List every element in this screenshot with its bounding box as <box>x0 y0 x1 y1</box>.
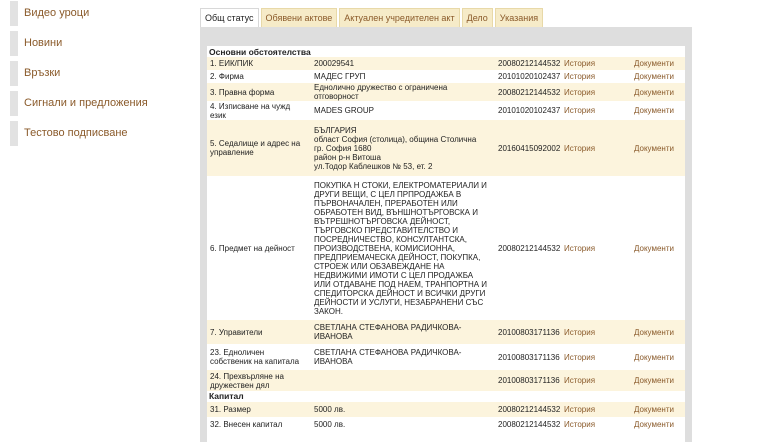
table-cell <box>207 417 311 432</box>
row-label: 32. Внесен капитал <box>210 420 283 429</box>
table-cell <box>631 402 685 417</box>
table-cell <box>631 120 685 176</box>
table-cell <box>311 57 495 70</box>
row-value: СВЕТЛАНА СТЕФАНОВА РАДИЧКОВА-ИВАНОВА <box>314 323 462 341</box>
table-row <box>207 176 685 320</box>
sidebar-item-news[interactable] <box>10 31 185 56</box>
table-cell <box>561 320 631 344</box>
table-cell <box>311 101 495 120</box>
row-label: 3. Правна форма <box>210 87 275 97</box>
history-link[interactable]: История <box>564 376 596 385</box>
documents-link[interactable]: Документи <box>634 376 674 385</box>
table-cell <box>311 320 495 344</box>
row-value: Еднолично дружество с ограничена отговорност <box>314 83 448 101</box>
tab-current-founding-act[interactable]: Актуален учредителен акт <box>339 8 459 27</box>
section-title-capital: Капитал <box>209 391 244 401</box>
row-entry-number: 20080212144532 <box>498 420 561 429</box>
table-cell <box>207 83 311 101</box>
table-cell <box>631 370 685 391</box>
table-cell <box>311 176 495 320</box>
table-cell <box>495 57 561 70</box>
row-value: МАДЕС ГРУП <box>314 72 366 81</box>
table-row <box>207 101 685 120</box>
row-label: 2. Фирма <box>210 72 244 81</box>
tab-case[interactable]: Дело <box>462 8 493 27</box>
sidebar <box>10 0 185 151</box>
row-label: 23. Едноличен собственик на капитала <box>210 348 300 366</box>
history-link[interactable]: История <box>564 143 596 153</box>
table-cell <box>631 57 685 70</box>
table-cell <box>631 320 685 344</box>
row-entry-number: 20100803171136 <box>498 376 560 385</box>
row-value: СВЕТЛАНА СТЕФАНОВА РАДИЧКОВА-ИВАНОВА <box>314 348 462 366</box>
history-link[interactable]: История <box>564 243 596 253</box>
history-link[interactable]: История <box>564 106 596 115</box>
history-link[interactable]: История <box>564 72 596 81</box>
row-entry-number: 20080212144532 <box>498 59 561 68</box>
row-label: 6. Предмет на дейност <box>210 243 295 253</box>
table-cell <box>561 57 631 70</box>
documents-link[interactable]: Документи <box>634 352 674 362</box>
table-cell <box>495 370 561 391</box>
sidebar-item-label: Тестово подписване <box>24 127 128 139</box>
documents-link[interactable]: Документи <box>634 405 674 414</box>
table-cell <box>495 320 561 344</box>
records-container <box>207 46 685 442</box>
row-value: ПОКУПКА Н СТОКИ, ЕЛЕКТРОМАТЕРИАЛИ И ДРУГИ ВЕЩИ, С ЦЕЛ ПРПРОДАЖБА В ПЪРВОНАЧАЛЕН, ПРЕРАБОТЕН ИЛИ ОБРАБОТЕН ВИД, ВЪНШНОТЪРГОВСКА И ВЪТРЕШНОТЪРГОВСКА ДЕЙНОСТ, ТЪРГОВСКО ПРЕДСТАВИТЕЛСТВО И ПОСРЕДНИЧЕСТВО, КОНСУЛТАНТСКА, ПРОИЗВОДСТВЕНА, КОМИСИОННА, ПРЕДПРИЕМАЧЕСКА ДЕЙНОСТ, ПОКУПКА, СТРОЕЖ ИЛИ ОБЗАВЕЖДАНЕ НА НЕДВИЖИМИ ИМОТИ С ЦЕЛ ПРОДАЖБА ИЛИ ОТДАВАНЕ ПОД НАЕМ, ТРАНПОРТНА И СПЕДИТОРСКА ДЕЙНОСТ И ВСИЧКИ ДРУГИ ДЕЙНОСТИ И УСЛУГИ, НЕЗАБРАНЕНИ СЪС ЗАКОН. <box>314 180 488 316</box>
row-entry-number: 20100803171136 <box>498 352 560 362</box>
row-value: 5000 лв. <box>314 405 346 414</box>
row-label: 31. Размер <box>210 405 251 414</box>
sidebar-item-video-lessons[interactable] <box>10 1 185 26</box>
table-cell <box>631 417 685 432</box>
table-cell <box>561 402 631 417</box>
table-cell <box>207 57 311 70</box>
table-cell <box>561 70 631 83</box>
table-row <box>207 344 685 370</box>
table-cell <box>561 120 631 176</box>
sidebar-item-label: Връзки <box>24 67 61 79</box>
table-cell <box>207 120 311 176</box>
sidebar-item-links[interactable] <box>10 61 185 86</box>
history-link[interactable]: История <box>564 59 596 68</box>
table-cell <box>207 70 311 83</box>
tab-general-status[interactable]: Общ статус <box>200 8 259 27</box>
tab-bar <box>200 8 545 27</box>
table-row <box>207 120 685 176</box>
table-cell <box>561 417 631 432</box>
table-cell <box>495 402 561 417</box>
sidebar-item-bar <box>10 121 18 146</box>
table-cell <box>495 101 561 120</box>
row-label: 24. Прехвърляне на дружествен дял <box>210 371 284 390</box>
table-cell <box>207 176 311 320</box>
table-cell <box>311 344 495 370</box>
history-link[interactable]: История <box>564 327 596 337</box>
row-label: 7. Управители <box>210 327 263 337</box>
table-row <box>207 370 685 391</box>
table-row <box>207 417 685 432</box>
table-cell <box>561 370 631 391</box>
row-value: MADES GROUP <box>314 106 375 115</box>
table-cell <box>311 70 495 83</box>
table-cell <box>561 101 631 120</box>
history-link[interactable]: История <box>564 87 596 97</box>
table-row <box>207 83 685 101</box>
table-cell <box>561 83 631 101</box>
documents-link[interactable]: Документи <box>634 327 674 337</box>
table-cell <box>495 344 561 370</box>
table-cell <box>311 120 495 176</box>
sidebar-item-label: Видео уроци <box>24 7 90 19</box>
table-row <box>207 402 685 417</box>
main-records-table <box>207 57 685 391</box>
table-cell <box>207 370 311 391</box>
sidebar-item-bar <box>10 1 18 26</box>
sidebar-item-bar <box>10 31 18 56</box>
table-cell <box>561 176 631 320</box>
table-cell <box>631 176 685 320</box>
table-cell <box>495 83 561 101</box>
table-cell <box>631 344 685 370</box>
documents-link[interactable]: Документи <box>634 106 674 115</box>
documents-link[interactable]: Документи <box>634 72 674 81</box>
sidebar-item-bar <box>10 61 18 86</box>
documents-link[interactable]: Документи <box>634 59 674 68</box>
documents-link[interactable]: Документи <box>634 420 674 429</box>
row-entry-number: 20080212144532 <box>498 405 561 414</box>
row-value: 200029541 <box>314 59 355 68</box>
table-cell <box>311 402 495 417</box>
table-cell <box>631 70 685 83</box>
row-entry-number: 20101020102437 <box>498 72 561 81</box>
table-cell <box>495 176 561 320</box>
row-label: 1. ЕИК/ПИК <box>210 59 254 68</box>
row-entry-number: 20160415092002 <box>498 143 561 153</box>
content-panel <box>200 27 692 442</box>
table-row <box>207 320 685 344</box>
row-value: 5000 лв. <box>314 420 346 429</box>
documents-link[interactable]: Документи <box>634 87 674 97</box>
table-row <box>207 57 685 70</box>
table-cell <box>311 417 495 432</box>
table-cell <box>207 402 311 417</box>
table-cell <box>495 417 561 432</box>
sidebar-item-signals[interactable] <box>10 91 185 116</box>
history-link[interactable]: История <box>564 420 596 429</box>
sidebar-item-test-signing[interactable] <box>10 121 185 146</box>
table-row <box>207 70 685 83</box>
row-entry-number: 20080212144532 <box>498 243 561 253</box>
table-cell <box>311 83 495 101</box>
section-title-main: Основни обстоятелства <box>209 47 311 57</box>
row-label: 5. Седалище и адрес на управление <box>210 139 301 157</box>
table-cell <box>311 370 495 391</box>
capital-records-table <box>207 402 685 432</box>
tab-announced-acts[interactable]: Обявени актове <box>261 8 338 27</box>
documents-link[interactable]: Документи <box>634 143 674 153</box>
table-cell <box>631 101 685 120</box>
history-link[interactable]: История <box>564 405 596 414</box>
table-cell <box>207 101 311 120</box>
row-entry-number: 20080212144532 <box>498 87 561 97</box>
table-cell <box>495 120 561 176</box>
sidebar-item-label: Новини <box>24 37 63 49</box>
row-entry-number: 20101020102437 <box>498 106 561 115</box>
tab-instructions[interactable]: Указания <box>495 8 543 27</box>
history-link[interactable]: История <box>564 352 596 362</box>
table-cell <box>631 83 685 101</box>
sidebar-item-bar <box>10 91 18 116</box>
table-cell <box>561 344 631 370</box>
table-cell <box>207 320 311 344</box>
row-label: 4. Изписване на чужд език <box>210 101 291 120</box>
table-cell <box>207 344 311 370</box>
documents-link[interactable]: Документи <box>634 243 674 253</box>
row-entry-number: 20100803171136 <box>498 327 560 337</box>
sidebar-item-label: Сигнали и предложения <box>24 97 148 109</box>
table-cell <box>495 70 561 83</box>
row-value: БЪЛГАРИЯ област София (столица), община Столична гр. София 1680 район р-н Витоша ул.Тодор Каблешков № 53, ет. 2 <box>314 125 477 171</box>
